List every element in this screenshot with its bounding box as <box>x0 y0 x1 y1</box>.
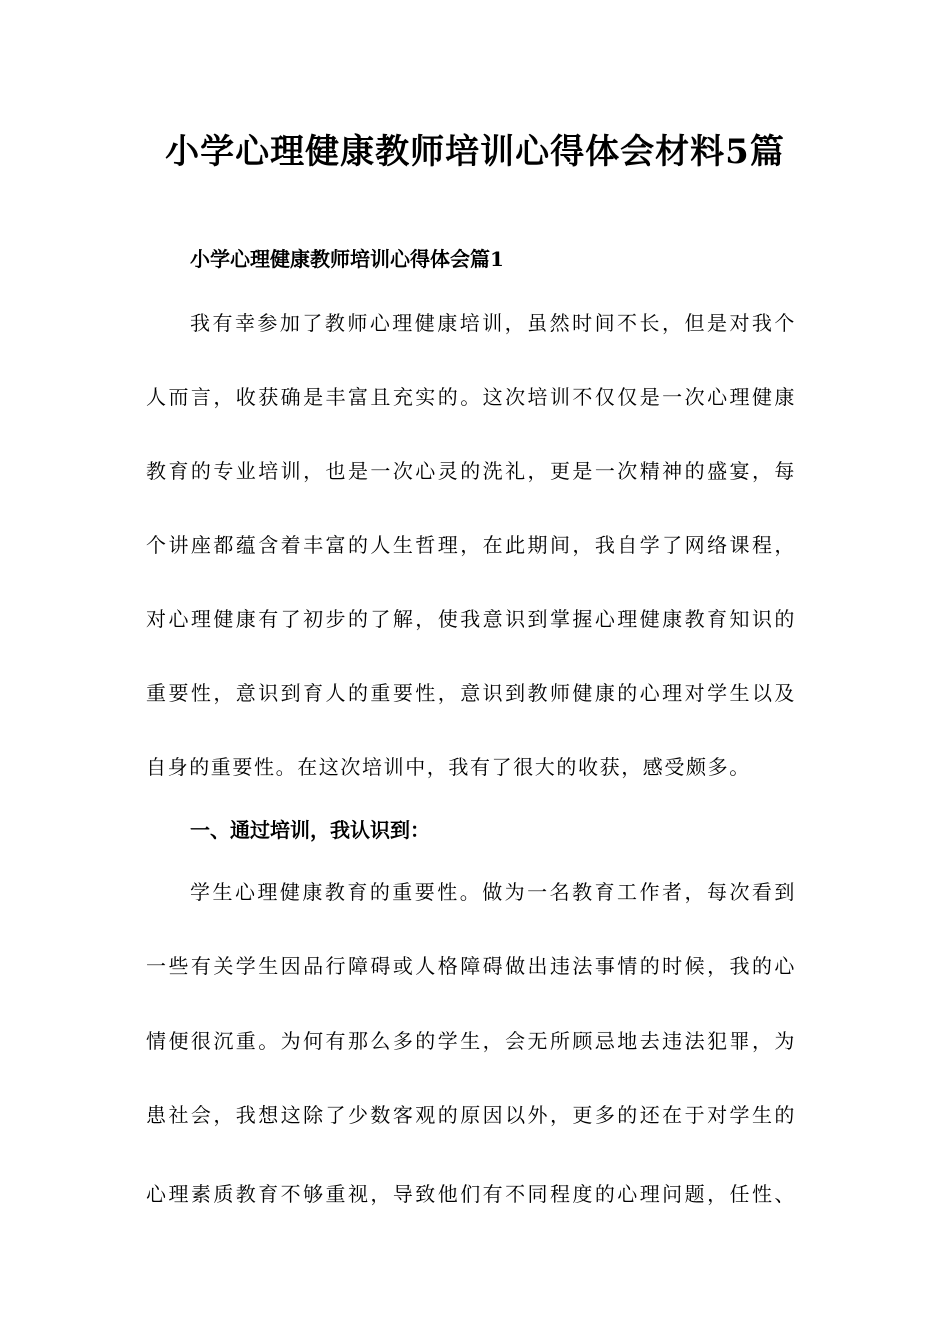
paragraph-line: 我有幸参加了教师心理健康培训，虽然时间不长，但是对我个 <box>190 311 796 335</box>
paragraph-line: 对心理健康有了初步的了解，使我意识到掌握心理健康教育知识的 <box>146 607 796 631</box>
document-title: 小学心理健康教师培训心得体会材料5篇 <box>165 132 785 172</box>
sub-heading: 一、通过培训，我认识到： <box>190 818 430 842</box>
paragraph-line: 自身的重要性。在这次培训中，我有了很大的收获，感受颇多。 <box>146 755 751 779</box>
paragraph-line: 患社会，我想这除了少数客观的原因以外，更多的还在于对学生的 <box>146 1103 796 1127</box>
paragraph-line: 教育的专业培训，也是一次心灵的洗礼，更是一次精神的盛宴，每 <box>146 459 796 483</box>
paragraph-line: 重要性，意识到育人的重要性，意识到教师健康的心理对学生以及 <box>146 681 796 705</box>
paragraph-line: 人而言，收获确是丰富且充实的。这次培训不仅仅是一次心理健康 <box>146 385 796 409</box>
paragraph-line: 心理素质教育不够重视，导致他们有不同程度的心理问题，任性、 <box>146 1182 796 1206</box>
paragraph-line: 个讲座都蕴含着丰富的人生哲理，在此期间，我自学了网络课程， <box>146 533 796 557</box>
section-heading: 小学心理健康教师培训心得体会篇1 <box>190 247 504 271</box>
paragraph-line: 一些有关学生因品行障碍或人格障碍做出违法事情的时候，我的心 <box>146 954 796 978</box>
paragraph-line: 学生心理健康教育的重要性。做为一名教育工作者，每次看到 <box>190 880 796 904</box>
paragraph-line: 情便很沉重。为何有那么多的学生，会无所顾忌地去违法犯罪，为 <box>146 1029 796 1053</box>
